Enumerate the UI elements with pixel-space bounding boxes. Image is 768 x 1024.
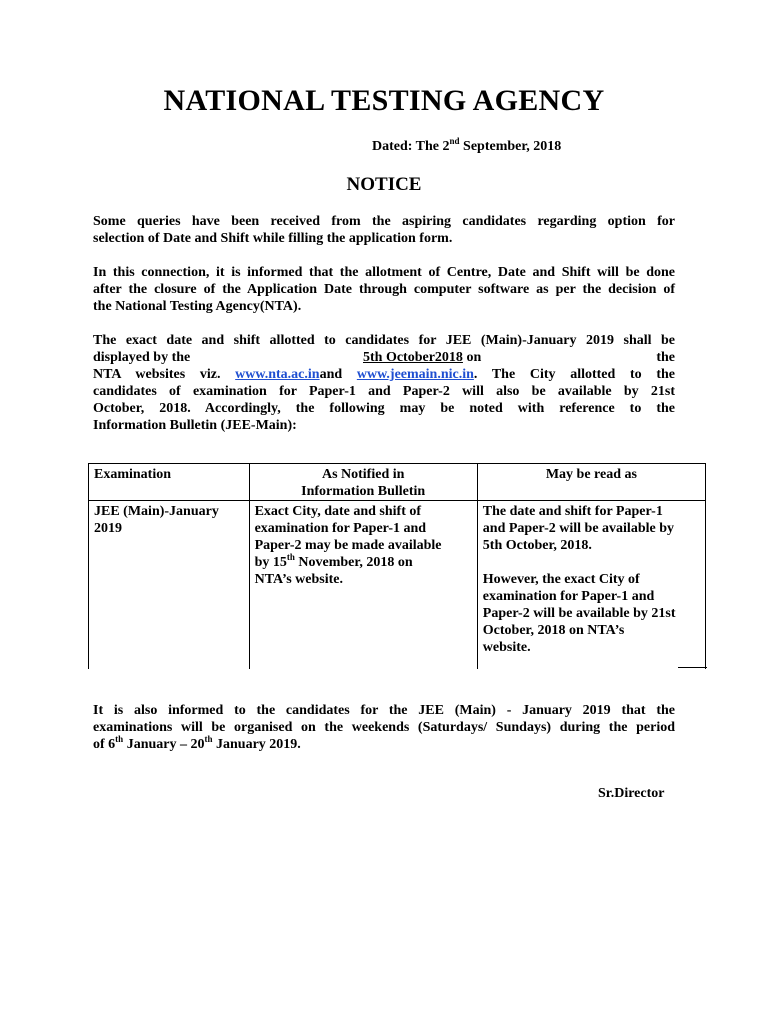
period-superscript: th	[204, 734, 213, 744]
paragraph-line: It is also informed to the candidates for the JEE (Main) - January 2019 that the	[93, 703, 675, 718]
table-bottom-border-fragment	[678, 667, 707, 668]
notice-date	[372, 136, 562, 155]
cell-line: by 15	[254, 555, 287, 570]
cell-line: NTA’s website.	[254, 572, 343, 587]
date-prefix: Dated: The 2	[372, 139, 450, 154]
date-suffix: September, 2018	[459, 139, 562, 154]
display-date: 5th October2018	[363, 350, 463, 365]
on-text: on	[462, 350, 482, 365]
paragraph-queries	[93, 213, 675, 247]
paragraph-line: In this connection, it is informed that the allotment of Centre, Date and Shift will be done	[93, 265, 675, 280]
cell-as-notified	[249, 501, 477, 670]
period-middle: January – 20	[123, 737, 205, 752]
period-suffix: January 2019.	[212, 737, 301, 752]
cell-line: examination for Paper-1 and	[254, 521, 427, 536]
agency-title: NATIONAL TESTING AGENCY	[163, 84, 605, 117]
cell-line: Paper-2 will be available by 21st	[482, 606, 676, 621]
date-superscript: nd	[449, 136, 460, 146]
paragraph-allotment	[93, 264, 675, 315]
cell-superscript: th	[286, 552, 295, 562]
cell-line: website.	[482, 640, 531, 655]
signature: Sr.Director	[598, 786, 665, 801]
displayed-by-text: displayed by the	[93, 350, 191, 365]
header-as-notified	[249, 464, 477, 501]
cell-line: 5th October, 2018.	[482, 538, 592, 553]
the-text: the	[656, 350, 675, 365]
cell-line: October, 2018 on NTA’s	[482, 623, 625, 638]
paragraph-line	[93, 736, 675, 753]
header-as-notified-line2: Information Bulletin	[301, 484, 426, 499]
paragraph-line: October, 2018. Accordingly, the following may be noted with reference to the	[93, 401, 675, 416]
header-examination: Examination	[89, 464, 250, 501]
cell-line: JEE (Main)-January	[94, 504, 219, 519]
paragraph-line	[93, 366, 675, 383]
and-text: and	[319, 367, 357, 382]
table-header-row	[89, 464, 706, 501]
websites-prefix: NTA websites viz.	[93, 367, 236, 382]
bulletin-table	[88, 463, 706, 669]
nta-website-link[interactable]: www.nta.ac.in	[235, 367, 320, 382]
paragraph-line: Some queries have been received from the aspiring candidates regarding option for	[93, 214, 675, 229]
jeemain-website-link[interactable]: www.jeemain.nic.in	[356, 367, 474, 382]
paragraph-line: the National Testing Agency(NTA).	[93, 299, 302, 314]
paragraph-line: examinations will be organised on the weekends (Saturdays/ Sundays) during the period	[93, 720, 675, 735]
header-may-be-read-as: May be read as	[477, 464, 705, 501]
header-as-notified-line1: As Notified in	[321, 467, 405, 482]
cell-line: November, 2018 on	[294, 555, 413, 570]
period-prefix: of 6	[93, 737, 116, 752]
paragraph-line: The exact date and shift allotted to candidates for JEE (Main)-January 2019 shall be	[93, 333, 675, 348]
paragraph-line: after the closure of the Application Date through computer software as per the decision of	[93, 282, 675, 297]
cell-examination	[89, 501, 250, 670]
cell-line: However, the exact City of	[482, 572, 640, 587]
paragraph-exam-period	[93, 702, 675, 753]
paragraph-exact-date	[93, 332, 675, 434]
paragraph-line: selection of Date and Shift while filling the application form.	[93, 231, 453, 246]
date-fragment	[363, 349, 481, 366]
paragraph-line	[93, 349, 675, 366]
cell-line: The date and shift for Paper-1	[482, 504, 663, 519]
cell-line: 2019	[94, 521, 122, 536]
cell-line: Exact City, date and shift of	[254, 504, 422, 519]
cell-line: Paper-2 may be made available	[254, 538, 442, 553]
cell-may-be-read-as	[477, 501, 705, 670]
paragraph-line: Information Bulletin (JEE-Main):	[93, 418, 297, 433]
cell-line: examination for Paper-1 and	[482, 589, 655, 604]
notice-heading: NOTICE	[346, 174, 422, 195]
paragraph-line: candidates of examination for Paper-1 and Paper-2 will also be available by 21st	[93, 384, 675, 399]
table-row	[89, 501, 706, 670]
period-superscript: th	[115, 734, 124, 744]
cell-line: and Paper-2 will be available by	[482, 521, 674, 536]
websites-suffix: . The City allotted to the	[473, 367, 675, 382]
